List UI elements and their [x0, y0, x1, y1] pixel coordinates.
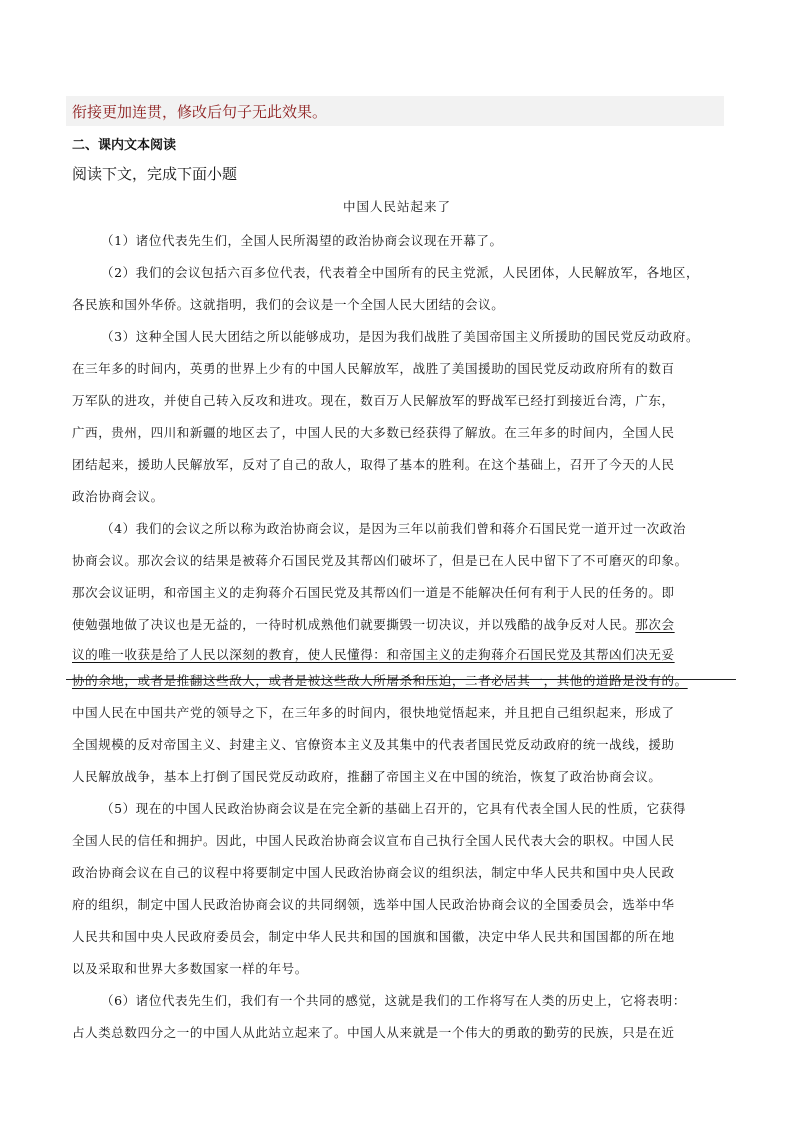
article-line-text: 协商会议。那次会议的结果是被蒋介石国民党及其帮凶们破坏了，但是已在人民中留下了不可磨灭的印象。 [72, 553, 688, 568]
answer-note-text: 衔接更加连贯，修改后句子无此效果。 [72, 103, 328, 121]
article-line-text: 全国规模的反对帝国主义、封建主义、官僚资本主义及其集中的代表者国民党反动政府的统一战线，援助 [72, 737, 675, 752]
article-line [72, 863, 675, 881]
article-line-text: 占人类总数四分之一的中国人从此站立起来了。中国人从来就是一个伟大的勇敢的勤劳的民族，只是在近 [72, 1025, 675, 1040]
article-line [72, 551, 688, 569]
article-line-text: （3）这种全国人民大团结之所以能够成功，是因为我们战胜了美国帝国主义所援助的国民党反动政府。 [101, 329, 700, 344]
article-line-text: 在三年多的时间内，英勇的世界上少有的中国人民解放军，战胜了美国援助的国民党反动政府所有的数百 [72, 361, 675, 376]
article-line-text: 中国人民在中国共产党的领导之下，在三年多的时间内，很快地觉悟起来，并且把自己组织起来，形成了 [72, 705, 675, 720]
article-line [72, 487, 164, 505]
article-line [72, 895, 675, 913]
article-line-text: （6）诸位代表先生们，我们有一个共同的感觉，这就是我们的工作将写在人类的历史上，它将表明： [101, 993, 686, 1008]
article-line-text: 府的组织，制定中国人民政治协商会议的共同纲领，选举中国人民政治协商会议的全国委员会，选举中华 [72, 897, 675, 912]
underlined-passage: 议的唯一收获是给了人民以深刻的教育，使人民懂得：和帝国主义的走狗蒋介石国民党及其帮凶们决无妥 [72, 647, 675, 662]
article-line [101, 263, 699, 281]
article-line-text: 政治协商会议在自己的议程中将要制定中国人民政治协商会议的组织法，制定中华人民共和国中央人民政 [72, 865, 675, 880]
article-title: 中国人民站起来了 [342, 199, 451, 214]
article-line [72, 1023, 675, 1041]
article-line-text: （5）现在的中国人民政治协商会议是在完全新的基础上召开的，它具有代表全国人民的性质，它获得 [101, 801, 686, 816]
article-line [72, 703, 675, 721]
article-line-text: 全国人民的信任和拥护。因此，中国人民政治协商会议宣布自己执行全国人民代表大会的职权。中国人民 [72, 833, 675, 848]
article-line-text: （1）诸位代表先生们，全国人民所渴望的政治协商会议现在开幕了。 [101, 233, 503, 248]
underlined-passage: 协的余地，或者是推翻这些敌人，或者是被这些敌人所屠杀和压迫，二者必居其一，其他的道路是没有的。 [72, 673, 688, 688]
article-line-text: 人民共和国中央人民政府委员会，制定中华人民共和国的国旗和国徽，决定中华人民共和国国都的所在地 [72, 929, 675, 944]
article-line [101, 799, 686, 817]
article-line [72, 645, 675, 663]
article-line [72, 455, 675, 473]
article-line-text: （2）我们的会议包括六百多位代表，代表着全中国所有的民主党派，人民团体，人民解放军，各地区， [101, 265, 700, 280]
article-line-text: 政治协商会议。 [72, 489, 164, 504]
article-line [72, 583, 675, 601]
article-line-text: 万军队的进攻，并使自己转入反攻和进攻。现在，数百万人民解放军的野战军已经打到接近台湾，广东， [72, 393, 675, 408]
article-line-text: 团结起来，援助人民解放军，反对了自己的敌人，取得了基本的胜利。在这个基础上，召开了今天的人民 [72, 457, 675, 472]
article-line-text: 广西，贵州，四川和新疆的地区去了，中国人民的大多数已经获得了解放。在三年多的时间内，全国人民 [72, 425, 675, 440]
article-line [101, 327, 699, 345]
reading-instruction: 阅读下文，完成下面小题 [72, 165, 238, 183]
article-line [72, 959, 308, 977]
underline-rule [66, 679, 736, 680]
article-line [72, 831, 675, 849]
article-line [72, 615, 675, 633]
article-line [72, 671, 688, 689]
underlined-passage: 那次会 [635, 617, 675, 632]
article-line [72, 767, 662, 785]
article-line [72, 423, 675, 441]
article-line [72, 391, 675, 409]
article-line-text: 使勉强地做了决议也是无益的，一待时机成熟他们就要撕毁一切决议，并以残酷的战争反对人民。 [72, 617, 636, 632]
article-line-text: 以及采取和世界大多数国家一样的年号。 [72, 961, 308, 976]
article-line [72, 295, 504, 313]
section-heading: 二、课内文本阅读 [72, 138, 177, 153]
article-line [72, 735, 675, 753]
article-line [101, 231, 503, 249]
article-line-text: （4）我们的会议之所以称为政治协商会议，是因为三年以前我们曾和蒋介石国民党一道开过一次政治 [101, 521, 686, 536]
article-line [101, 991, 686, 1009]
article-line-text: 那次会议证明，和帝国主义的走狗蒋介石国民党及其帮凶们一道是不能解决任何有利于人民的任务的。即 [72, 585, 675, 600]
article-line [101, 519, 686, 537]
article-line-text: 各民族和国外华侨。这就指明，我们的会议是一个全国人民大团结的会议。 [72, 297, 505, 312]
article-line [72, 359, 675, 377]
article-line [72, 927, 675, 945]
article-line-text: 人民解放战争，基本上打倒了国民党反动政府，推翻了帝国主义在中国的统治，恢复了政治协商会议。 [72, 769, 662, 784]
